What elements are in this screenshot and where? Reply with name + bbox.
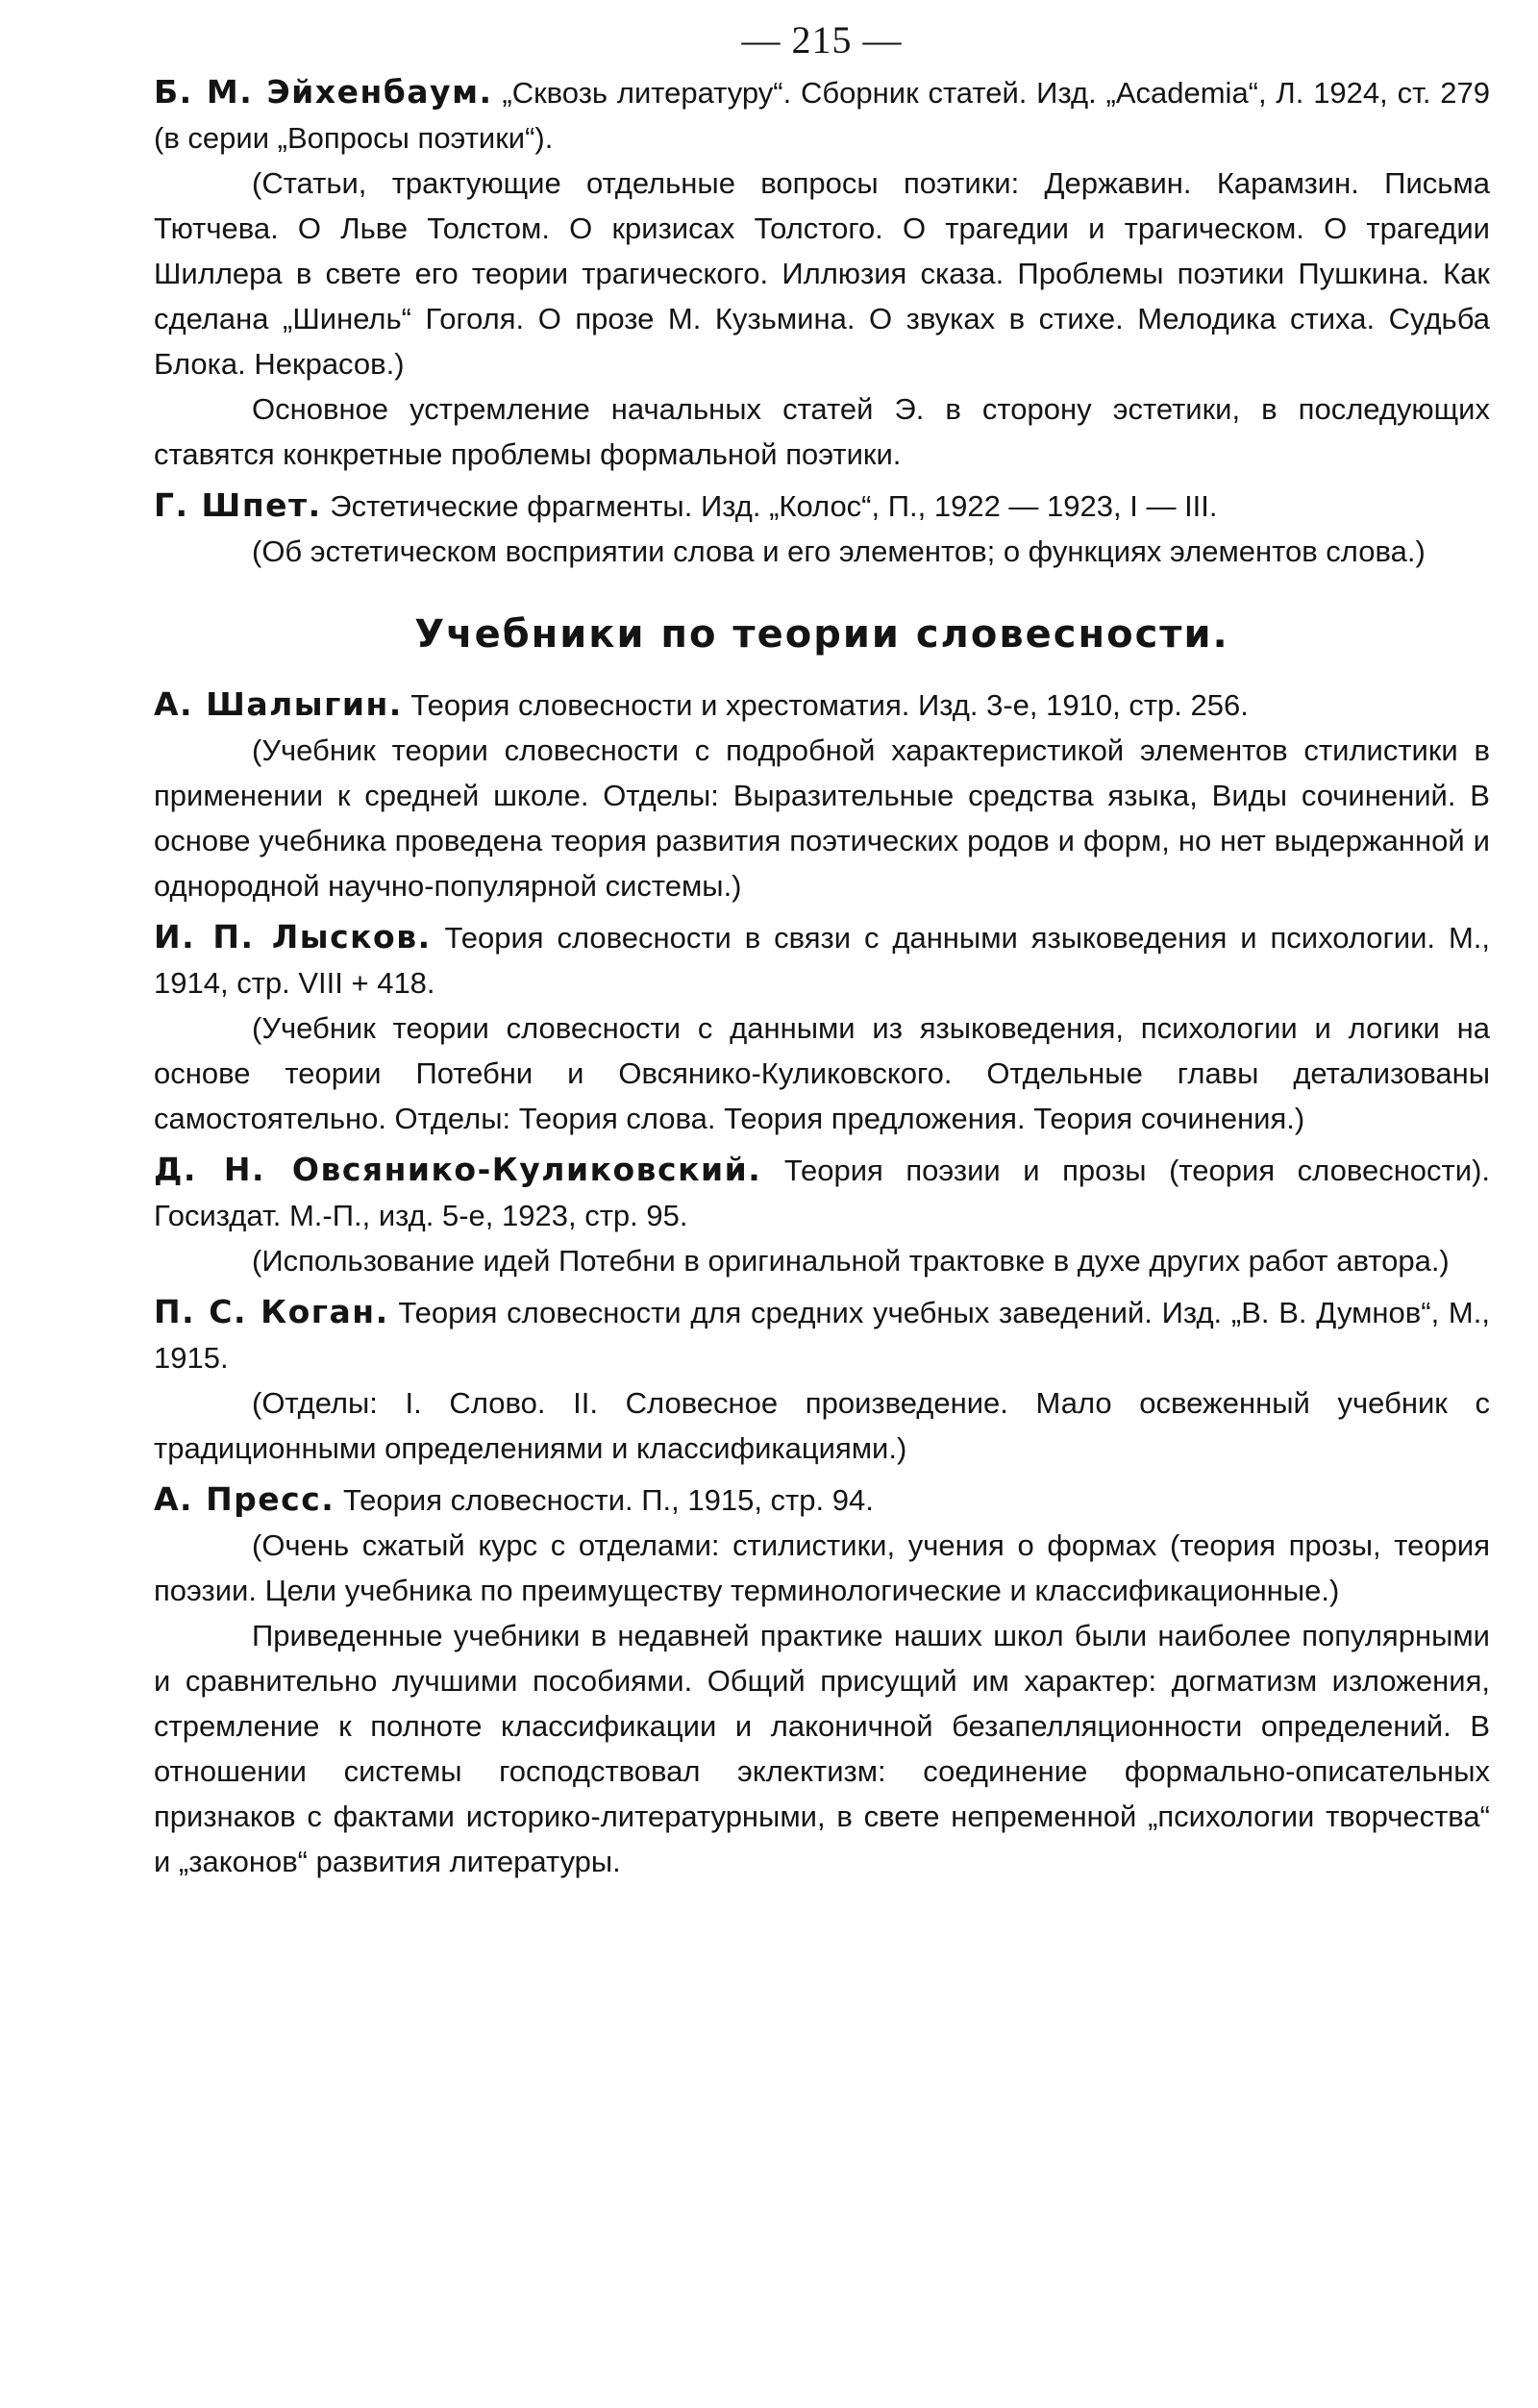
entry-annotation: (Учебник теории словесности с подробной характеристикой элементов стилистики в применении к средней школе. Отделы: Выразительные средства языка, Виды сочинений. В основе учебника проведена теория развития поэтических родов и форм, но нет выдержанной и однородной научно-популярной системы.): [154, 733, 1490, 903]
page-number: — 215 —: [741, 18, 903, 62]
entry-heading: [154, 69, 1490, 161]
bibliography-entry-lyskov: [154, 914, 1490, 1141]
entry-annotation: (Об эстетическом восприятии слова и его элементов; о функциях элементов слова.): [252, 534, 1426, 568]
entries-top: [154, 69, 1490, 574]
bibliography-entry-ovsyaniko-kulikovsky: [154, 1147, 1490, 1283]
bibliography-entry-shpet: [154, 483, 1490, 574]
entry-citation: Теория словесности. П., 1915, стр. 94.: [335, 1483, 874, 1517]
entry-heading: [154, 682, 1490, 728]
entry-author: Г. Шпет.: [154, 486, 322, 524]
entry-heading: [154, 914, 1490, 1005]
entries-bottom: [154, 682, 1490, 1884]
entry-annotation: (Очень сжатый курс с отделами: стилистики, учения о формах (теория прозы, теория поэзии. Цели учебника по преимуществу терминологические и классификационные.): [154, 1528, 1490, 1607]
entry-author: Д. Н. Овсянико-Куликовский.: [154, 1151, 762, 1188]
entry-heading: [154, 1147, 1490, 1238]
section-title: Учебники по теории словесности.: [414, 612, 1229, 657]
entry-annotation: (Учебник теории словесности с данными из языковедения, психологии и логики на основе теории Потебни и Овсянико-Куликовского. Отдельные главы детализованы самостоятельно. Отделы: Теория слова. Теория предложения. Теория сочинения.): [154, 1011, 1490, 1135]
bibliography-entry-shalygin: [154, 682, 1490, 908]
entry-heading: [154, 1477, 1490, 1523]
entry-comment: Основное устремление начальных статей Э. в сторону эстетики, в последующих ставятся конкретные проблемы формальной поэтики.: [154, 392, 1490, 471]
entry-citation: „Сквозь литературу“. Сборник статей. Изд. „Academia“, Л. 1924, ст. 279 (в серии „Вопросы поэтики“).: [154, 76, 1490, 155]
concluding-paragraph: Приведенные учебники в недавней практике наших школ были наиболее популярными и сравнительно лучшими пособиями. Общий присущий им характер: догматизм изложения, стремление к полноте классификации и лаконичной безапелляционности определений. В отношении системы господствовал эклектизм: соединение формально-описательных признаков с фактами историко-литературными, в свете непременной „психологии творчества“ и „законов“ развития литературы.: [154, 1619, 1490, 1878]
entry-annotation: (Статьи, трактующие отдельные вопросы поэтики: Державин. Карамзин. Письма Тютчева. О Льве Толстом. О кризисах Толстого. О трагедии и трагическом. О трагедии Шиллера в свете его теории трагического. Иллюзия сказа. Проблемы поэтики Пушкина. Как сделана „Шинель“ Гоголя. О прозе М. Кузьмина. О звуках в стихе. Мелодика стиха. Судьба Блока. Некрасов.): [154, 166, 1490, 381]
document-page: [154, 18, 1491, 1884]
entry-author: А. Пресс.: [154, 1480, 335, 1518]
entry-citation: Теория поэзии и прозы (теория словесности). Госиздат. М.-П., изд. 5-е, 1923, стр. 95.: [154, 1154, 1491, 1232]
entry-annotation: (Использование идей Потебни в оригинальной трактовке в духе других работ автора.): [252, 1244, 1450, 1278]
entry-author: П. С. Коган.: [154, 1293, 389, 1330]
bibliography-entry-kogan: [154, 1289, 1490, 1471]
entry-heading: [154, 483, 1490, 529]
entry-annotation: (Отделы: I. Слово. II. Словесное произведение. Мало освеженный учебник с традиционными определениями и классификациями.): [154, 1386, 1490, 1465]
entry-citation: Эстетические фрагменты. Изд. „Колос“, П., 1922 — 1923, I — III.: [321, 489, 1218, 523]
entry-author: И. П. Лысков.: [154, 918, 432, 956]
entry-author: А. Шалыгин.: [154, 685, 403, 723]
bibliography-entry-press: [154, 1477, 1490, 1884]
entry-citation: Теория словесности в связи с данными языковедения и психологии. М., 1914, стр. VIII + 418.: [154, 921, 1490, 1000]
entry-heading: [154, 1289, 1490, 1380]
bibliography-entry-eichenbaum: [154, 69, 1490, 477]
entry-citation: Теория словесности и хрестоматия. Изд. 3-е, 1910, стр. 256.: [402, 688, 1249, 722]
entry-citation: Теория словесности для средних учебных заведений. Изд. „В. В. Думнов“, М., 1915.: [154, 1296, 1490, 1375]
entry-author: Б. М. Эйхенбаум.: [154, 73, 493, 111]
